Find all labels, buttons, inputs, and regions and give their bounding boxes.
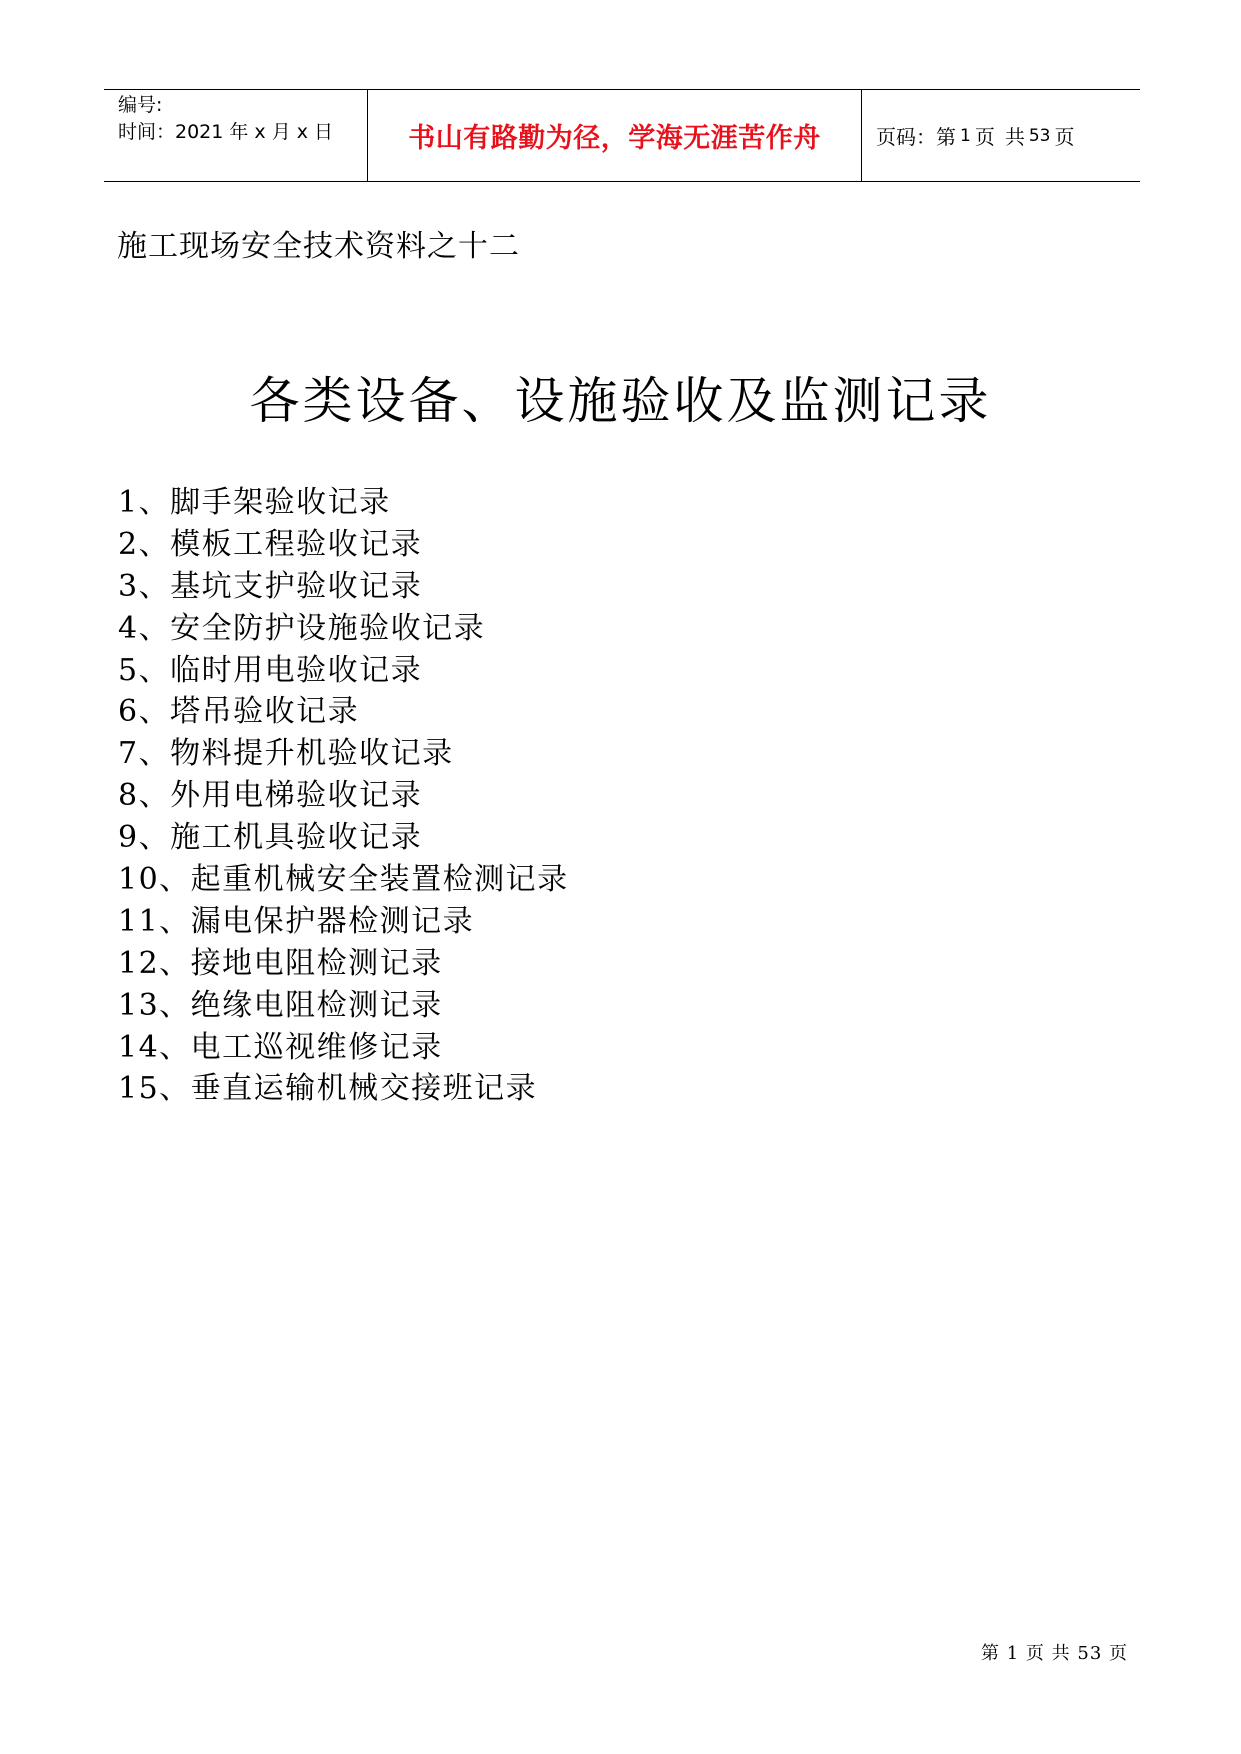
- page-suffix: 页: [1054, 125, 1075, 149]
- page-mid: 页: [974, 125, 995, 149]
- series-title: 施工现场安全技术资料之十二: [117, 229, 520, 264]
- toc-item: 15、垂直运输机械交接班记录: [118, 1071, 538, 1107]
- header-page-cell: [862, 90, 1140, 181]
- toc-item: 12、接地电阻检测记录: [118, 945, 443, 981]
- toc-item: 14、电工巡视维修记录: [118, 1029, 443, 1065]
- toc-item: 11、漏电保护器检测记录: [118, 903, 475, 939]
- toc-item: 5、临时用电验收记录: [118, 652, 423, 688]
- motto-text: 书山有路勤为径，学海无涯苦作舟: [408, 123, 821, 154]
- page-prefix: 页码：第: [876, 125, 956, 149]
- header-motto-cell: [368, 90, 862, 181]
- header-meta-cell: [104, 90, 368, 181]
- serial-label: 编号:: [118, 94, 163, 116]
- toc-item: 1、脚手架验收记录: [118, 485, 391, 520]
- page-header-table: [104, 89, 1140, 182]
- toc-item: 8、外用电梯验收记录: [118, 778, 423, 814]
- toc-item: 9、施工机具验收记录: [118, 820, 423, 856]
- page-total: 53: [1028, 125, 1051, 146]
- page-total-prefix: 共: [1004, 125, 1025, 149]
- toc-item: 6、塔吊验收记录: [118, 694, 360, 730]
- toc-item: 3、基坑支护验收记录: [118, 568, 423, 604]
- main-title: 各类设备、设施验收及监测记录: [249, 372, 992, 430]
- toc-item: 4、安全防护设施验收记录: [118, 610, 486, 646]
- table-of-contents: [118, 482, 569, 1110]
- time-label: 时间：2021 年 x 月 x 日: [118, 121, 334, 143]
- toc-item: 7、物料提升机验收记录: [118, 736, 454, 772]
- toc-item: 10、起重机械安全装置检测记录: [118, 862, 569, 898]
- toc-item: 13、绝缘电阻检测记录: [118, 987, 443, 1023]
- page-current: 1: [960, 125, 971, 146]
- page-footer: 第 1 页 共 53 页: [981, 1643, 1128, 1664]
- toc-item: 2、模板工程验收记录: [118, 526, 423, 562]
